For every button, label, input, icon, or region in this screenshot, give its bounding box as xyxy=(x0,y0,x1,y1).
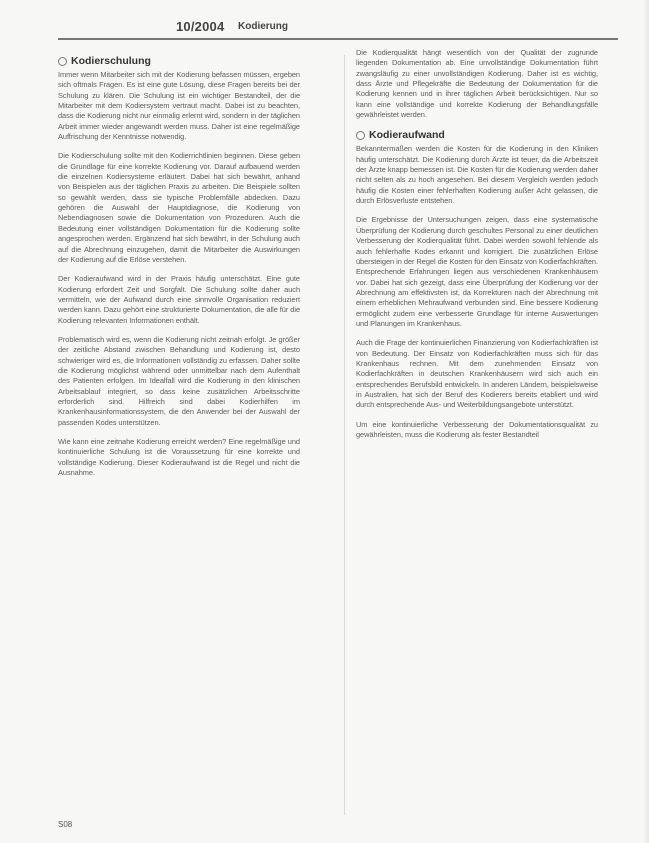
left-paragraph: Die Kodierschulung sollte mit den Kodierrichtlinien beginnen. Diese geben die Grundlage für eine korrekte Kodierung vor. Darauf aufbauend werden die einzelnen Kodiersysteme erläutert. Dabei hat sich bewährt, anhand von Beispielen aus der täglichen Praxis zu arbeiten. Die Beispiele sollten so gewählt werden, dass sie typische Problemfälle abdecken. Dazu gehören die Auswahl der Hauptdiagnose, die Kodierung von Nebendiagnosen sowie die Dokumentation von Prozeduren. Auch die Bedeutung einer vollständigen Dokumentation für die Kodierung sollte angesprochen werden. Ergänzend hat sich bewährt, in der Schulung auch auf die Abrechnung einzugehen, damit die Mitarbeiter die Auswirkungen der Kodierung auf die Erlöse verstehen. xyxy=(58,151,300,264)
left-paragraph: Der Kodieraufwand wird in der Praxis häufig unterschätzt. Eine gute Kodierung erfordert Zeit und Sorgfalt. Die Schulung sollte daher auch vermitteln, wie der Aufwand durch eine sinnvolle Organisation reduziert werden kann. Dazu gehört eine strukturierte Dokumentation, die alle für die Kodierung relevanten Informationen enthält. xyxy=(58,274,300,325)
right-intro-paragraph: Die Kodierqualität hängt wesentlich von der Qualität der zugrunde liegenden Dokumentation ab. Eine unvollständige Dokumentation führt zwangsläufig zu einer unvollständigen Kodierung. Daher ist es wichtig, dass Ärzte und Pflegekräfte die Bedeutung der Dokumentation für die Kodierung kennen und in ihrer täglichen Arbeit berücksichtigen. Nur so kann eine vollständige und korrekte Kodierung der Behandlungsfälle gewährleistet werden. xyxy=(356,48,598,120)
right-paragraph: Auch die Frage der kontinuierlichen Finanzierung von Kodierfachkräften ist von Bedeutung. Der Einsatz von Kodierfachkräften muss sich für das Krankenhaus rechnen. Mit dem zunehmenden Einsatz von Kodierfachkräften in deutschen Krankenhäusern wird sich auch ein entsprechendes Berufsbild entwickeln. In anderen Ländern, beispielsweise in Australien, hat sich der Beruf des Kodierers bereits etabliert und wird durch entsprechende Aus- und Weiterbildungsangebote unterstützt. xyxy=(356,338,598,410)
heading-bullet-icon xyxy=(356,131,365,140)
issue-number: 10/2004 xyxy=(176,19,225,34)
page-number: S08 xyxy=(58,820,73,829)
scan-edge-shadow xyxy=(643,0,649,843)
header-rule xyxy=(58,38,618,40)
right-heading-text: Kodieraufwand xyxy=(369,129,445,142)
heading-bullet-icon xyxy=(58,57,67,66)
section-title: Kodierung xyxy=(238,21,288,32)
column-divider xyxy=(344,55,345,815)
running-header xyxy=(58,18,618,40)
left-paragraph: Problematisch wird es, wenn die Kodierung nicht zeitnah erfolgt. Je größer der zeitliche Abstand zwischen Behandlung und Kodierung ist, desto schwieriger wird es, die Informationen vollständig zu erfassen. Daher sollte die Kodierung möglichst während oder unmittelbar nach dem Aufenthalt des Patienten erfolgen. Im Idealfall wird die Kodierung in den klinischen Arbeitsablauf integriert, so dass keine zusätzlichen Arbeitsschritte erforderlich sind. Hilfreich sind dabei Kodierhilfen im Krankenhausinformationssystem, die den Anwender bei der Auswahl der passenden Kodes unterstützen. xyxy=(58,334,300,427)
right-heading xyxy=(356,129,598,141)
left-heading xyxy=(58,55,300,67)
left-heading-text: Kodierschulung xyxy=(71,55,151,67)
right-column xyxy=(356,48,598,449)
right-paragraph: Die Ergebnisse der Untersuchungen zeigen, dass eine systematische Überprüfung der Kodierung durch geschultes Personal zu einer deutlichen Verbesserung der Kodierqualität führt. Dabei werden sowohl fehlende als auch fehlerhafte Kodes erkannt und korrigiert. Die zusätzlichen Erlöse übersteigen in der Regel die Kosten für den Einsatz von Kodierfachkräften. Entsprechende Erfahrungen liegen aus verschiedenen Krankenhäusern vor. Dabei hat sich gezeigt, dass eine Überprüfung der Kodierung vor der Abrechnung am effektivsten ist, da Korrekturen nach der Abrechnung mit einem erheblichen Mehraufwand verbunden sind. Eine bessere Kodierung ermöglicht zudem eine verbesserte Grundlage für interne Auswertungen und Planungen im Krankenhaus. xyxy=(356,215,598,328)
right-paragraph: Um eine kontinuierliche Verbesserung der Dokumentationsqualität zu gewährleisten, muss die Kodierung als fester Bestandteil xyxy=(356,419,598,439)
left-column xyxy=(58,55,300,487)
left-paragraph: Wie kann eine zeitnahe Kodierung erreicht werden? Eine regelmäßige und kontinuierliche Schulung ist die Voraussetzung für eine korrekte und vollständige Kodierung. Dieser Kodieraufwand ist die Regel und nicht die Ausnahme. xyxy=(58,437,300,478)
right-paragraph: Bekanntermaßen werden die Kosten für die Kodierung in den Kliniken häufig unterschätzt. Die Kodierung durch Ärzte ist teuer, da die Arbeitszeit der Ärzte knapp bemessen ist. Die Kosten für die Kodierung werden daher nicht selten als zu hoch angesehen. Bei diesem Vergleich werden jedoch häufig die Kosten einer fehlerhaften Kodierung außer Acht gelassen, die durch Erlösverluste entstehen. xyxy=(356,144,598,206)
left-paragraph: Immer wenn Mitarbeiter sich mit der Kodierung befassen müssen, ergeben sich oftmals Fragen. Es ist eine gute Lösung, diese Fragen bereits bei der Schulung zu klären. Die Schulung ist ein wichtiger Bestandteil, der die Mitarbeiter mit dem Kodiersystem vertraut macht. Dabei ist zu beachten, dass die Kodierung nicht nur einmalig erlernt wird, sondern in der täglichen Arbeit immer wieder angewandt werden muss. Daher ist eine regelmäßige Auffrischung der Kenntnisse notwendig. xyxy=(58,70,300,142)
